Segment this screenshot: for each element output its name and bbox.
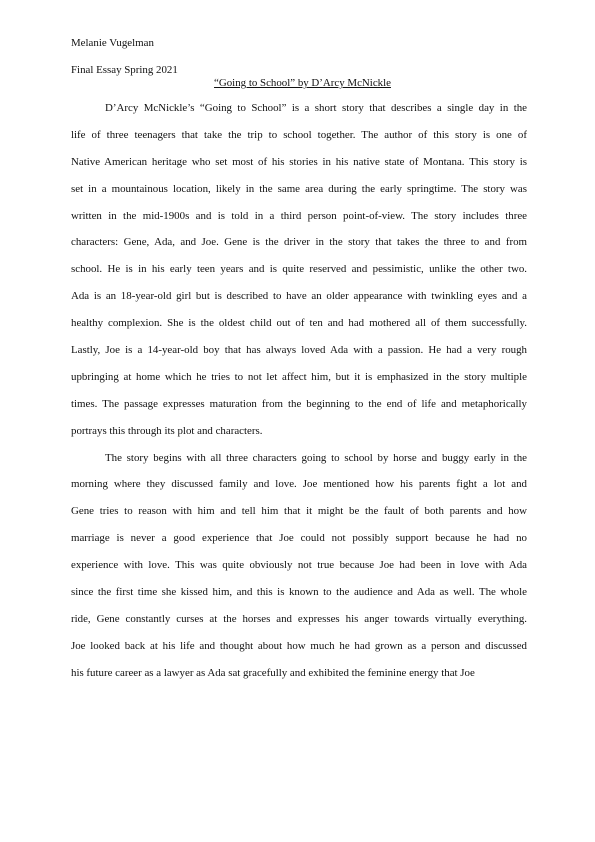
text-line: characters: Gene, Ada, and Joe. Gene is the driver in the story that takes the three to and from	[71, 236, 527, 249]
text-line: morning where they discussed family and love. Joe mentioned how his parents fight a lot and	[71, 478, 527, 491]
text-line: Gene tries to reason with him and tell him that it might be the fault of both parents and how	[71, 505, 527, 518]
text-line: since the first time she kissed him, and this is known to the audience and Ada as well. The whole	[71, 586, 527, 599]
essay-title: “Going to School” by D’Arcy McNickle	[214, 77, 391, 89]
paragraph-2	[71, 451, 527, 693]
course-line: Final Essay Spring 2021	[71, 64, 178, 76]
text-line: healthy complexion. She is the oldest child out of ten and had mothered all of them successfully.	[71, 317, 527, 330]
text-line: ride, Gene constantly curses at the horses and expresses his anger towards virtually everything.	[71, 612, 527, 625]
text-line: times. The passage expresses maturation from the beginning to the end of life and metaphorically	[71, 397, 527, 410]
text-line: school. He is in his early teen years and is quite reserved and pessimistic, unlike the other two.	[71, 263, 527, 276]
text-line: Joe looked back at his life and thought about how much he had grown as a person and discussed	[71, 639, 527, 652]
text-line: The story begins with all three characters going to school by horse and buggy early in the	[105, 451, 527, 464]
text-line: upbringing at home which he tries to not let affect him, but it is emphasized in the story multiple	[71, 370, 527, 383]
text-line: set in a mountainous location, likely in the same area during the early springtime. The story was	[71, 182, 527, 195]
text-line: Native American heritage who set most of his stories in his native state of Montana. This story is	[71, 155, 527, 168]
paragraph-1	[71, 101, 527, 451]
text-line: Lastly, Joe is a 14-year-old boy that has always loved Ada with a passion. He had a very rough	[71, 344, 527, 357]
text-line: his future career as a lawyer as Ada sat gracefully and exhibited the feminine energy that Joe	[71, 666, 475, 679]
text-line: life of three teenagers that take the trip to school together. The author of this story is one of	[71, 128, 527, 141]
text-line: portrays this through its plot and characters.	[71, 424, 263, 437]
author-name: Melanie Vugelman	[71, 37, 154, 49]
text-line: D’Arcy McNickle’s “Going to School” is a short story that describes a single day in the	[105, 102, 527, 114]
text-line: written in the mid-1900s and is told in a third person point-of-view. The story includes three	[71, 209, 527, 222]
text-line: Ada is an 18-year-old girl but is described to have an older appearance with twinkling eyes and a	[71, 290, 527, 303]
essay-body	[71, 101, 527, 693]
text-line: marriage is never a good experience that Joe could not possibly support because he had no	[71, 532, 527, 545]
text-line: experience with love. This was quite obviously not true because Joe had been in love with Ada	[71, 559, 527, 572]
